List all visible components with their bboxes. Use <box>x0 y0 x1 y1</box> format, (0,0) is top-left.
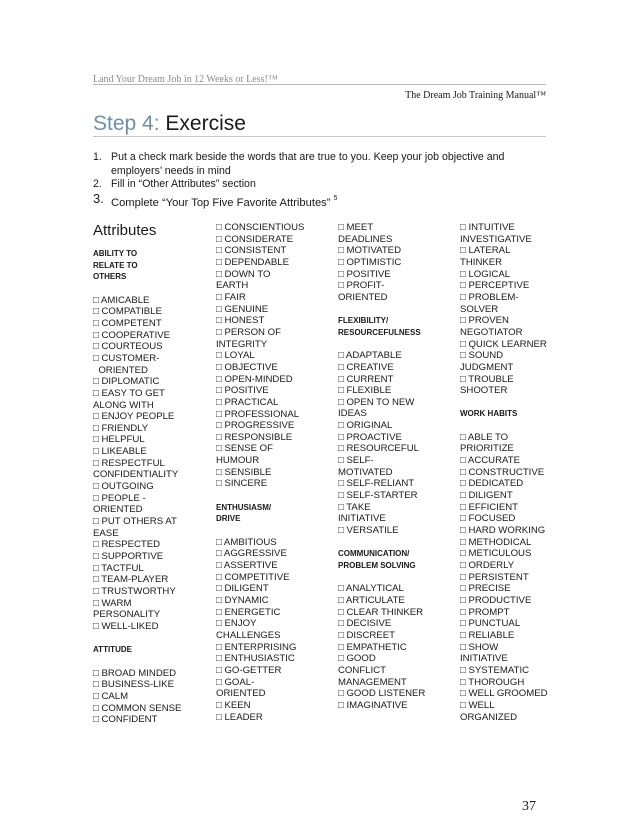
checkbox-attribute-item[interactable]: □ IMAGINATIVE <box>338 699 408 711</box>
checkbox-attribute-item[interactable]: □ LATERAL <box>460 245 511 257</box>
checkbox-attribute-item[interactable]: □ COOPERATIVE <box>93 329 171 341</box>
spacer <box>216 525 304 537</box>
checkbox-attribute-item[interactable]: □ PERSISTENT <box>460 571 529 583</box>
category-heading: PROBLEM SOLVING <box>338 560 416 570</box>
checkbox-attribute-item[interactable]: □ OPEN-MINDED <box>216 373 293 385</box>
checkbox-attribute-item[interactable]: □ CONSTRUCTIVE <box>460 466 545 478</box>
instruction-number: 1. <box>93 151 102 163</box>
checkbox-attribute-item[interactable]: □ PROBLEM- <box>460 291 519 303</box>
checkbox-attribute-item: INITIATIVE <box>338 513 386 525</box>
checkbox-attribute-item[interactable]: □ ORIGINAL <box>338 420 393 432</box>
checkbox-attribute-item[interactable]: □ ENERGETIC <box>216 606 281 618</box>
checkbox-attribute-item[interactable]: □ METICULOUS <box>460 548 532 560</box>
checkbox-attribute-item[interactable]: □ MOTIVATED <box>338 245 402 257</box>
checkbox-attribute-item[interactable]: □ WARM <box>93 597 132 609</box>
checkbox-attribute-item: INITIATIVE <box>460 653 508 665</box>
instructions-list <box>93 151 548 210</box>
checkbox-attribute-item[interactable]: □ PROFESSIONAL <box>216 408 300 420</box>
checkbox-attribute-item[interactable]: □ DISCREET <box>338 629 395 641</box>
checkbox-attribute-item[interactable]: □ THOROUGH <box>460 676 525 688</box>
instruction-text: Complete “Your Top Five Favorite Attributes” <box>111 196 331 209</box>
instruction-item <box>93 151 548 178</box>
checkbox-attribute-item[interactable]: □ METHODICAL <box>460 536 532 548</box>
page-title-step: Step 4: <box>93 112 160 135</box>
checkbox-attribute-item[interactable]: □ ACCURATE <box>460 455 520 467</box>
checkbox-attribute-item[interactable]: □ HARD WORKING <box>460 525 546 537</box>
checkbox-attribute-item[interactable]: □ RESPECTED <box>93 539 161 551</box>
checkbox-attribute-item[interactable]: □ HONEST <box>216 315 265 327</box>
checkbox-attribute-item[interactable]: □ BROAD MINDED <box>93 667 177 679</box>
checkbox-attribute-item[interactable]: □ ANALYTICAL <box>338 583 404 595</box>
category-heading: FLEXIBILITY/ <box>338 316 389 326</box>
category-heading: OTHERS <box>93 272 127 282</box>
spacer <box>338 304 425 316</box>
checkbox-attribute-item[interactable]: □ EFFICIENT <box>460 501 519 513</box>
checkbox-attribute-item[interactable]: □ DEDICATED <box>460 478 524 490</box>
checkbox-attribute-item[interactable]: □ PERCEPTIVE <box>460 280 530 292</box>
spacer <box>460 397 548 409</box>
checkbox-attribute-item[interactable]: □ PROMPT <box>460 606 510 618</box>
checkbox-attribute-item[interactable]: □ LOYAL <box>216 350 255 362</box>
checkbox-attribute-item: INTEGRITY <box>216 338 268 350</box>
checkbox-attribute-item[interactable]: □ VERSATILE <box>338 525 399 537</box>
checkbox-attribute-item[interactable]: □ PROGRESSIVE <box>216 420 295 432</box>
page-title-exercise: Exercise <box>165 112 246 135</box>
checkbox-attribute-item[interactable]: □ PROACTIVE <box>338 431 402 443</box>
checkbox-attribute-item[interactable]: □ COMMON SENSE <box>93 702 182 714</box>
checkbox-attribute-item[interactable]: □ CUSTOMER- <box>93 352 160 364</box>
category-heading: ATTITUDE <box>93 645 132 655</box>
spacer <box>338 339 425 351</box>
checkbox-attribute-item[interactable]: □ CONSISTENT <box>216 245 287 257</box>
checkbox-attribute-item[interactable]: □ PRODUCTIVE <box>460 594 532 606</box>
spacer <box>216 490 304 502</box>
checkbox-attribute-item[interactable]: □ GOOD <box>338 653 376 665</box>
checkbox-attribute-item: IDEAS <box>338 408 367 420</box>
checkbox-attribute-item[interactable]: □ PRECISE <box>460 583 511 595</box>
running-header-manual: The Dream Job Training Manual™ <box>405 90 546 101</box>
checkbox-attribute-item[interactable]: □ DOWN TO <box>216 268 271 280</box>
checkbox-attribute-item[interactable]: □ QUICK LEARNER <box>460 338 547 350</box>
checkbox-attribute-item[interactable]: □ COMPETITIVE <box>216 571 290 583</box>
checkbox-attribute-item: ORIENTED <box>338 291 388 303</box>
checkbox-attribute-item[interactable]: □ PERSON OF <box>216 326 281 338</box>
checkbox-attribute-item[interactable]: □ TACTFUL <box>93 562 144 574</box>
checkbox-attribute-item[interactable]: □ FOCUSED <box>460 513 516 525</box>
running-header-title: Land Your Dream Job in 12 Weeks or Less!™ <box>93 74 278 85</box>
checkbox-attribute-item[interactable]: □ SENSE OF <box>216 443 273 455</box>
checkbox-attribute-item[interactable]: □ ENJOY PEOPLE <box>93 411 175 423</box>
checkbox-attribute-item: EASE <box>93 527 119 539</box>
checkbox-attribute-item[interactable]: □ ADAPTABLE <box>338 350 402 362</box>
checkbox-attribute-item[interactable]: □ SYSTEMATIC <box>460 664 530 676</box>
checkbox-attribute-item[interactable]: □ ENTERPRISING <box>216 641 297 653</box>
checkbox-attribute-item: INVESTIGATIVE <box>460 233 532 245</box>
checkbox-attribute-item[interactable]: □ AMBITIOUS <box>216 536 277 548</box>
category-heading: ABILITY TO <box>93 249 138 258</box>
checkbox-attribute-item[interactable]: □ MEET <box>338 222 374 233</box>
checkbox-attribute-item[interactable]: □ CLEAR THINKER <box>338 606 424 618</box>
checkbox-attribute-item[interactable]: □ DILIGENT <box>460 490 513 502</box>
checkbox-attribute-item[interactable]: □ OPEN TO NEW <box>338 396 415 408</box>
checkbox-attribute-item[interactable]: □ POSITIVE <box>338 268 391 280</box>
checkbox-attribute-item: EARTH <box>216 280 249 292</box>
checkbox-attribute-item[interactable]: □ SINCERE <box>216 478 268 490</box>
category-heading: RESOURCEFULNESS <box>338 327 421 337</box>
checkbox-attribute-item[interactable]: □ AGGRESSIVE <box>216 548 287 560</box>
checkbox-attribute-item: JUDGMENT <box>460 361 514 373</box>
checkbox-attribute-item: NEGOTIATOR <box>460 326 523 338</box>
checkbox-attribute-item[interactable]: □ INTUITIVE <box>460 222 515 233</box>
checkbox-attribute-item[interactable]: □ FAIR <box>216 291 246 303</box>
checkbox-attribute-item[interactable]: □ SELF-RELIANT <box>338 478 415 490</box>
attributes-column-2 <box>216 222 304 723</box>
checkbox-attribute-item[interactable]: □ COMPETENT <box>93 317 162 329</box>
checkbox-attribute-item[interactable]: □ RELIABLE <box>460 629 515 641</box>
checkbox-attribute-item[interactable]: □ TRUSTWORTHY <box>93 586 176 598</box>
checkbox-attribute-item: DEADLINES <box>338 233 393 245</box>
attributes-column-4 <box>460 222 548 723</box>
checkbox-attribute-item[interactable]: □ WELL GROOMED <box>460 688 548 700</box>
checkbox-attribute-item: MOTIVATED <box>338 466 393 478</box>
checkbox-attribute-item[interactable]: □ WELL <box>460 699 495 711</box>
checkbox-attribute-item[interactable]: □ LEADER <box>216 711 263 723</box>
checkbox-attribute-item: ORIENTED <box>93 364 148 376</box>
page-title <box>93 111 246 137</box>
checkbox-attribute-item[interactable]: □ EMPATHETIC <box>338 641 407 653</box>
category-heading: DRIVE <box>216 514 241 524</box>
checkbox-attribute-item[interactable]: □ ENJOY <box>216 618 257 630</box>
checkbox-attribute-item: MANAGEMENT <box>338 676 407 688</box>
checkbox-attribute-item[interactable]: □ POSITIVE <box>216 385 269 397</box>
spacer <box>93 633 181 645</box>
checkbox-attribute-item[interactable]: □ CONSIDERATE <box>216 233 294 245</box>
section-title: Attributes <box>93 222 157 239</box>
checkbox-attribute-item[interactable]: □ GO-GETTER <box>216 664 282 676</box>
checkbox-attribute-item[interactable]: □ ABLE TO <box>460 431 509 443</box>
checkbox-attribute-item[interactable]: □ ARTICULATE <box>338 594 405 606</box>
checkbox-attribute-item[interactable]: □ ENTHUSIASTIC <box>216 653 295 665</box>
checkbox-attribute-item: SOLVER <box>460 303 499 315</box>
checkbox-attribute-item[interactable]: □ LOGICAL <box>460 268 511 280</box>
attributes-column-3 <box>338 222 425 712</box>
checkbox-attribute-item[interactable]: □ TAKE <box>338 501 371 513</box>
checkbox-attribute-item[interactable]: □ COURTEOUS <box>93 341 163 353</box>
instruction-text: Fill in “Other Attributes” section <box>111 178 256 190</box>
attributes-column-1 <box>93 222 181 726</box>
checkbox-attribute-item: CONFLICT <box>338 664 386 676</box>
checkbox-attribute-item[interactable]: □ ASSERTIVE <box>216 560 278 571</box>
checkbox-attribute-item[interactable]: □ OPTIMISTIC <box>338 256 402 268</box>
checkbox-attribute-item[interactable]: □ FRIENDLY <box>93 422 149 434</box>
checkbox-attribute-item[interactable]: □ CREATIVE <box>338 361 394 373</box>
checkbox-attribute-item[interactable]: □ DIPLOMATIC <box>93 376 160 388</box>
checkbox-attribute-item[interactable]: □ RESPECTFUL <box>93 457 165 469</box>
checkbox-attribute-item[interactable]: □ KEEN <box>216 699 251 711</box>
checkbox-attribute-item[interactable]: □ RESPONSIBLE <box>216 431 293 443</box>
spacer <box>93 656 181 668</box>
checkbox-attribute-item[interactable]: □ SELF-STARTER <box>338 490 418 502</box>
checkbox-attribute-item[interactable]: □ DEPENDABLE <box>216 256 289 268</box>
title-rule <box>93 136 546 137</box>
checkbox-attribute-item[interactable]: □ CURRENT <box>338 373 394 385</box>
footnote-marker: 5 <box>333 194 338 202</box>
checkbox-attribute-item[interactable]: □ PUT OTHERS AT <box>93 516 177 528</box>
instruction-item <box>93 178 548 192</box>
checkbox-attribute-item[interactable]: □ SENSIBLE <box>216 466 272 478</box>
checkbox-attribute-item[interactable]: □ SUPPORTIVE <box>93 551 164 563</box>
checkbox-attribute-item[interactable]: □ DILIGENT <box>216 583 269 595</box>
checkbox-attribute-item[interactable]: □ GENUINE <box>216 303 269 315</box>
checkbox-attribute-item: CONFIDENTIALITY <box>93 469 179 481</box>
checkbox-attribute-item[interactable]: □ RESOURCEFUL <box>338 443 419 455</box>
checkbox-attribute-item: PRIORITIZE <box>460 443 514 455</box>
category-heading: WORK HABITS <box>460 409 518 419</box>
checkbox-attribute-item[interactable]: □ LIKEABLE <box>93 446 147 458</box>
checkbox-attribute-item[interactable]: □ TEAM-PLAYER <box>93 574 169 586</box>
checkbox-attribute-item: ORGANIZED <box>460 711 518 723</box>
instruction-number: 2. <box>93 178 102 190</box>
checkbox-attribute-item: HUMOUR <box>216 455 260 467</box>
category-heading: RELATE TO <box>93 260 138 270</box>
checkbox-attribute-item: ORIENTED <box>216 688 266 700</box>
spacer <box>338 537 425 549</box>
checkbox-attribute-item[interactable]: □ OBJECTIVE <box>216 361 278 373</box>
checkbox-attribute-item[interactable]: □ WELL-LIKED <box>93 620 159 632</box>
checkbox-attribute-item[interactable]: □ CALM <box>93 690 129 702</box>
checkbox-attribute-item[interactable]: □ HELPFUL <box>93 434 145 446</box>
checkbox-attribute-item[interactable]: □ AMICABLE <box>93 294 150 306</box>
header-rule <box>93 84 546 85</box>
category-heading: COMMUNICATION/ <box>338 549 410 559</box>
checkbox-attribute-item[interactable]: □ ORDERLY <box>460 560 515 571</box>
checkbox-attribute-item[interactable]: □ GOOD LISTENER <box>338 688 426 700</box>
checkbox-attribute-item[interactable]: □ TROUBLE <box>460 373 514 385</box>
checkbox-attribute-item[interactable]: □ PUNCTUAL <box>460 618 521 630</box>
spacer <box>460 420 548 432</box>
instruction-number: 3. <box>93 190 104 206</box>
checkbox-attribute-item[interactable]: □ DYNAMIC <box>216 594 269 606</box>
checkbox-attribute-item[interactable]: □ SOUND <box>460 350 504 362</box>
instruction-text: Put a check mark beside the words that are true to you. Keep your job objective and employers’ needs in mind <box>111 151 505 177</box>
checkbox-attribute-item[interactable]: □ PRACTICAL <box>216 396 279 408</box>
checkbox-attribute-item: SHOOTER <box>460 385 508 397</box>
checkbox-attribute-item[interactable]: □ GOAL- <box>216 676 255 688</box>
checkbox-attribute-item: THINKER <box>460 256 503 268</box>
spacer <box>338 572 425 584</box>
checkbox-attribute-item[interactable]: □ PROVEN <box>460 315 509 327</box>
checkbox-attribute-item[interactable]: □ SHOW <box>460 641 499 653</box>
checkbox-attribute-item: ORIENTED <box>93 504 143 516</box>
checkbox-attribute-item[interactable]: □ OUTGOING <box>93 481 154 493</box>
checkbox-attribute-item[interactable]: □ COMPATIBLE <box>93 306 162 318</box>
checkbox-attribute-item[interactable]: □ DECISIVE <box>338 618 392 630</box>
checkbox-attribute-item[interactable]: □ PROFIT- <box>338 280 385 292</box>
checkbox-attribute-item[interactable]: □ SELF- <box>338 455 374 467</box>
checkbox-attribute-item: ALONG WITH <box>93 399 154 411</box>
checkbox-attribute-item[interactable]: □ CONFIDENT <box>93 714 158 726</box>
checkbox-attribute-item[interactable]: □ PEOPLE - <box>93 492 146 504</box>
checkbox-attribute-item[interactable]: □ FLEXIBLE <box>338 385 392 397</box>
checkbox-attribute-item[interactable]: □ BUSINESS-LIKE <box>93 679 174 691</box>
spacer <box>93 283 181 295</box>
category-heading: ENTHUSIASM/ <box>216 502 272 512</box>
checkbox-attribute-item: PERSONALITY <box>93 609 161 621</box>
checkbox-attribute-item[interactable]: □ EASY TO GET <box>93 387 165 399</box>
instruction-item <box>93 192 548 211</box>
checkbox-attribute-item: CHALLENGES <box>216 629 281 641</box>
checkbox-attribute-item[interactable]: □ CONSCIENTIOUS <box>216 222 305 233</box>
page-number: 37 <box>522 799 536 814</box>
